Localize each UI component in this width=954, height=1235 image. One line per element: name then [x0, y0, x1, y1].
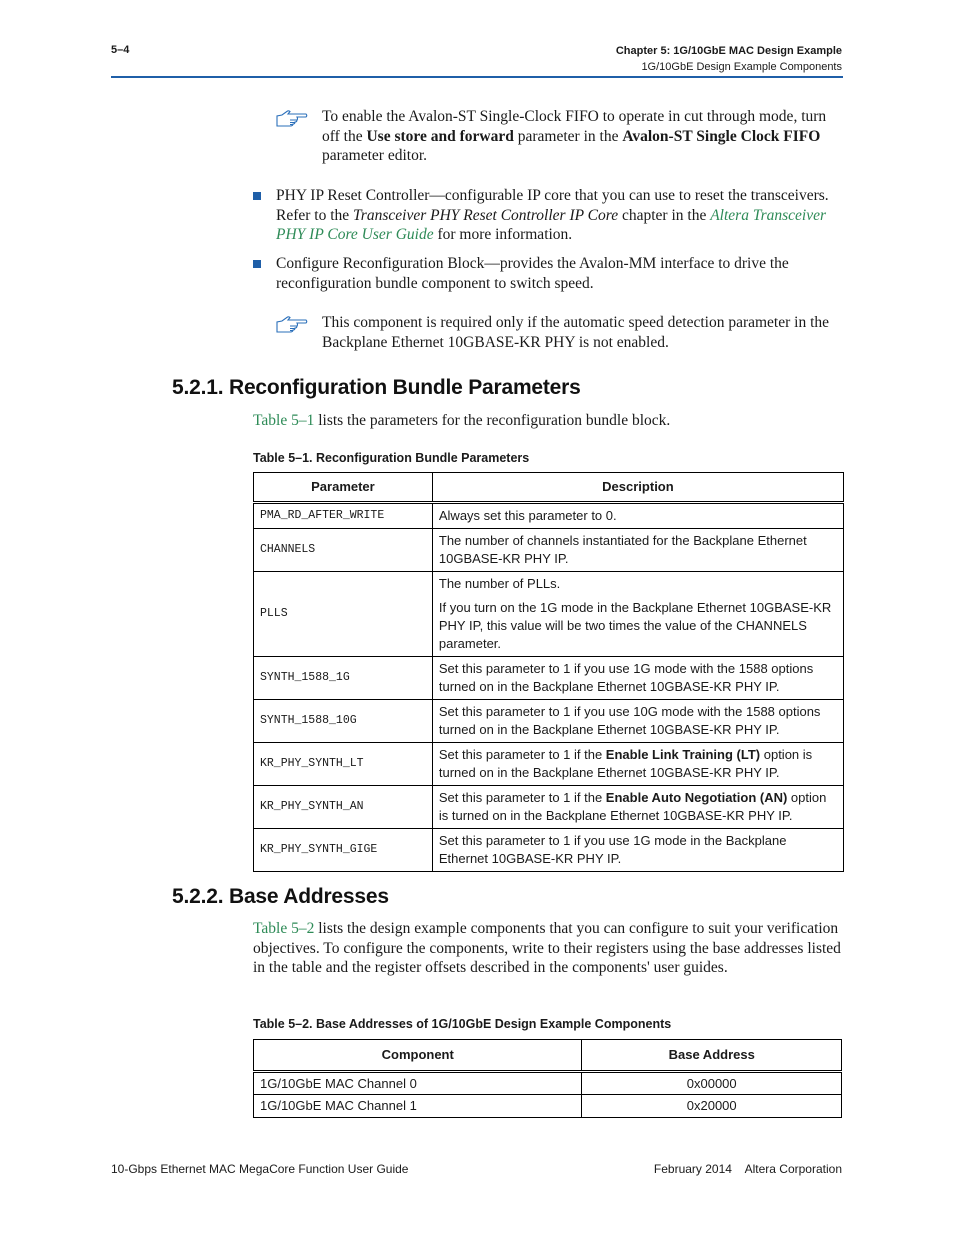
component-name: 1G/10GbE MAC Channel 0 — [254, 1072, 582, 1095]
note-bold-fifo: Avalon-ST Single Clock FIFO — [622, 127, 821, 145]
param-description — [432, 743, 843, 786]
header-rule — [111, 76, 843, 78]
table-5-1-link[interactable]: Table 5–1 — [253, 412, 315, 429]
param-name: PLLS — [254, 572, 433, 657]
table-row — [254, 700, 844, 743]
col-header-base-address: Base Address — [582, 1040, 842, 1072]
table-row — [254, 657, 844, 700]
pointing-hand-icon — [276, 110, 308, 128]
table-row — [254, 529, 844, 572]
section2-intro — [253, 919, 843, 978]
bullet-text: PHY IP Reset Controller—configurable IP core that you can use to reset the transceivers. Refer to the — [276, 187, 829, 224]
param-name: SYNTH_1588_1G — [254, 657, 433, 700]
param-name: KR_PHY_SYNTH_AN — [254, 786, 433, 829]
table-row — [254, 786, 844, 829]
intro-text: lists the design example components that you can configure to suit your verification objectives. To configure the components, write to their registers using the base addresses listed in the table and the register offsets described in the components' user guides. — [253, 920, 841, 976]
param-name: KR_PHY_SYNTH_GIGE — [254, 829, 433, 872]
param-description: Set this parameter to 1 if you use 10G mode with the 1588 options turned on in the Backplane Ethernet 10GBASE-KR PHY IP. — [432, 700, 843, 743]
table-row — [254, 1072, 842, 1095]
running-header — [616, 43, 842, 75]
table-row — [254, 503, 844, 529]
base-address: 0x00000 — [582, 1072, 842, 1095]
param-description: The number of channels instantiated for the Backplane Ethernet 10GBASE-KR PHY IP. — [432, 529, 843, 572]
param-name: CHANNELS — [254, 529, 433, 572]
description-line: If you turn on the 1G mode in the Backplane Ethernet 10GBASE-KR PHY IP, this value will be two times the value of the CHANNELS parameter. — [438, 600, 832, 651]
table-5-1-caption: Table 5–1. Reconfiguration Bundle Parameters — [253, 451, 530, 465]
note-text: To enable the Avalon-ST Single-Clock FIFO to operate in cut through mode, turn off the — [322, 108, 827, 145]
param-description: Set this parameter to 1 if you use 1G mode in the Backplane Ethernet 10GBASE-KR PHY IP. — [432, 829, 843, 872]
footer-guide-title: 10-Gbps Ethernet MAC MegaCore Function User Guide — [111, 1162, 409, 1176]
bullet-italic-chapter: Transceiver PHY Reset Controller IP Core — [353, 206, 619, 224]
base-address: 0x20000 — [582, 1095, 842, 1118]
param-name: PMA_RD_AFTER_WRITE — [254, 503, 433, 529]
bullet-text: chapter in the — [618, 206, 711, 224]
param-name: SYNTH_1588_10G — [254, 700, 433, 743]
bullet-text: for more information. — [433, 226, 573, 243]
param-description — [432, 572, 843, 657]
desc-text: Set this parameter to 1 if the — [438, 747, 606, 762]
reconfig-params-table — [253, 472, 844, 872]
param-description: Always set this parameter to 0. — [432, 503, 843, 529]
note-bold-store-forward: Use store and forward — [366, 127, 514, 145]
desc-bold-option: Enable Link Training (LT) — [605, 747, 761, 762]
note-cut-through — [322, 107, 842, 166]
note-text: parameter in the — [513, 127, 623, 145]
table-row — [254, 829, 844, 872]
square-bullet-icon — [253, 192, 261, 200]
chapter-title: Chapter 5: 1G/10GbE MAC Design Example — [615, 45, 842, 57]
table-row — [254, 1095, 842, 1118]
base-addresses-table — [253, 1039, 842, 1118]
param-description: Set this parameter to 1 if you use 1G mode with the 1588 options turned on in the Backplane Ethernet 10GBASE-KR PHY IP. — [432, 657, 843, 700]
section1-intro — [253, 411, 843, 431]
table-row — [254, 572, 844, 657]
desc-text: Set this parameter to 1 if the — [438, 790, 606, 805]
square-bullet-icon — [253, 260, 261, 268]
section-title: 1G/10GbE Design Example Components — [641, 61, 842, 73]
footer-date-company: February 2014 Altera Corporation — [653, 1162, 842, 1176]
bullet-reset-controller — [276, 186, 842, 245]
component-name: 1G/10GbE MAC Channel 1 — [254, 1095, 582, 1118]
table-row — [254, 743, 844, 786]
section-heading-reconfig: 5.2.1. Reconfiguration Bundle Parameters — [172, 376, 581, 399]
section-heading-base-addresses: 5.2.2. Base Addresses — [172, 885, 389, 908]
page-number: 5–4 — [111, 44, 130, 56]
table-5-2-link[interactable]: Table 5–2 — [253, 920, 315, 937]
col-header-component: Component — [254, 1040, 582, 1072]
desc-text: option is turned on in the Backplane Ethernet 10GBASE-KR PHY IP. — [438, 790, 827, 823]
note-speed-detection: This component is required only if the automatic speed detection parameter in the Backplane Ethernet 10GBASE-KR PHY is not enabled. — [322, 314, 830, 351]
intro-text: lists the parameters for the reconfiguration bundle block. — [314, 412, 671, 429]
description-line: The number of PLLs. — [438, 576, 561, 591]
pointing-hand-icon — [276, 316, 308, 334]
table-5-2-caption: Table 5–2. Base Addresses of 1G/10GbE Design Example Components — [253, 1017, 672, 1031]
param-description — [432, 786, 843, 829]
col-header-description: Description — [432, 473, 843, 503]
param-name: KR_PHY_SYNTH_LT — [254, 743, 433, 786]
bullet-reconfig-block: Configure Reconfiguration Block—provides the Avalon-MM interface to drive the reconfiguration bundle component to switch speed. — [276, 255, 789, 292]
note-text: parameter editor. — [322, 147, 428, 164]
user-guide-link[interactable]: Altera Transceiver PHY IP Core User Guide — [276, 206, 827, 243]
col-header-parameter: Parameter — [254, 473, 433, 503]
desc-bold-option: Enable Auto Negotiation (AN) — [605, 790, 788, 805]
desc-text: option is turned on in the Backplane Ethernet 10GBASE-KR PHY IP. — [438, 747, 813, 780]
